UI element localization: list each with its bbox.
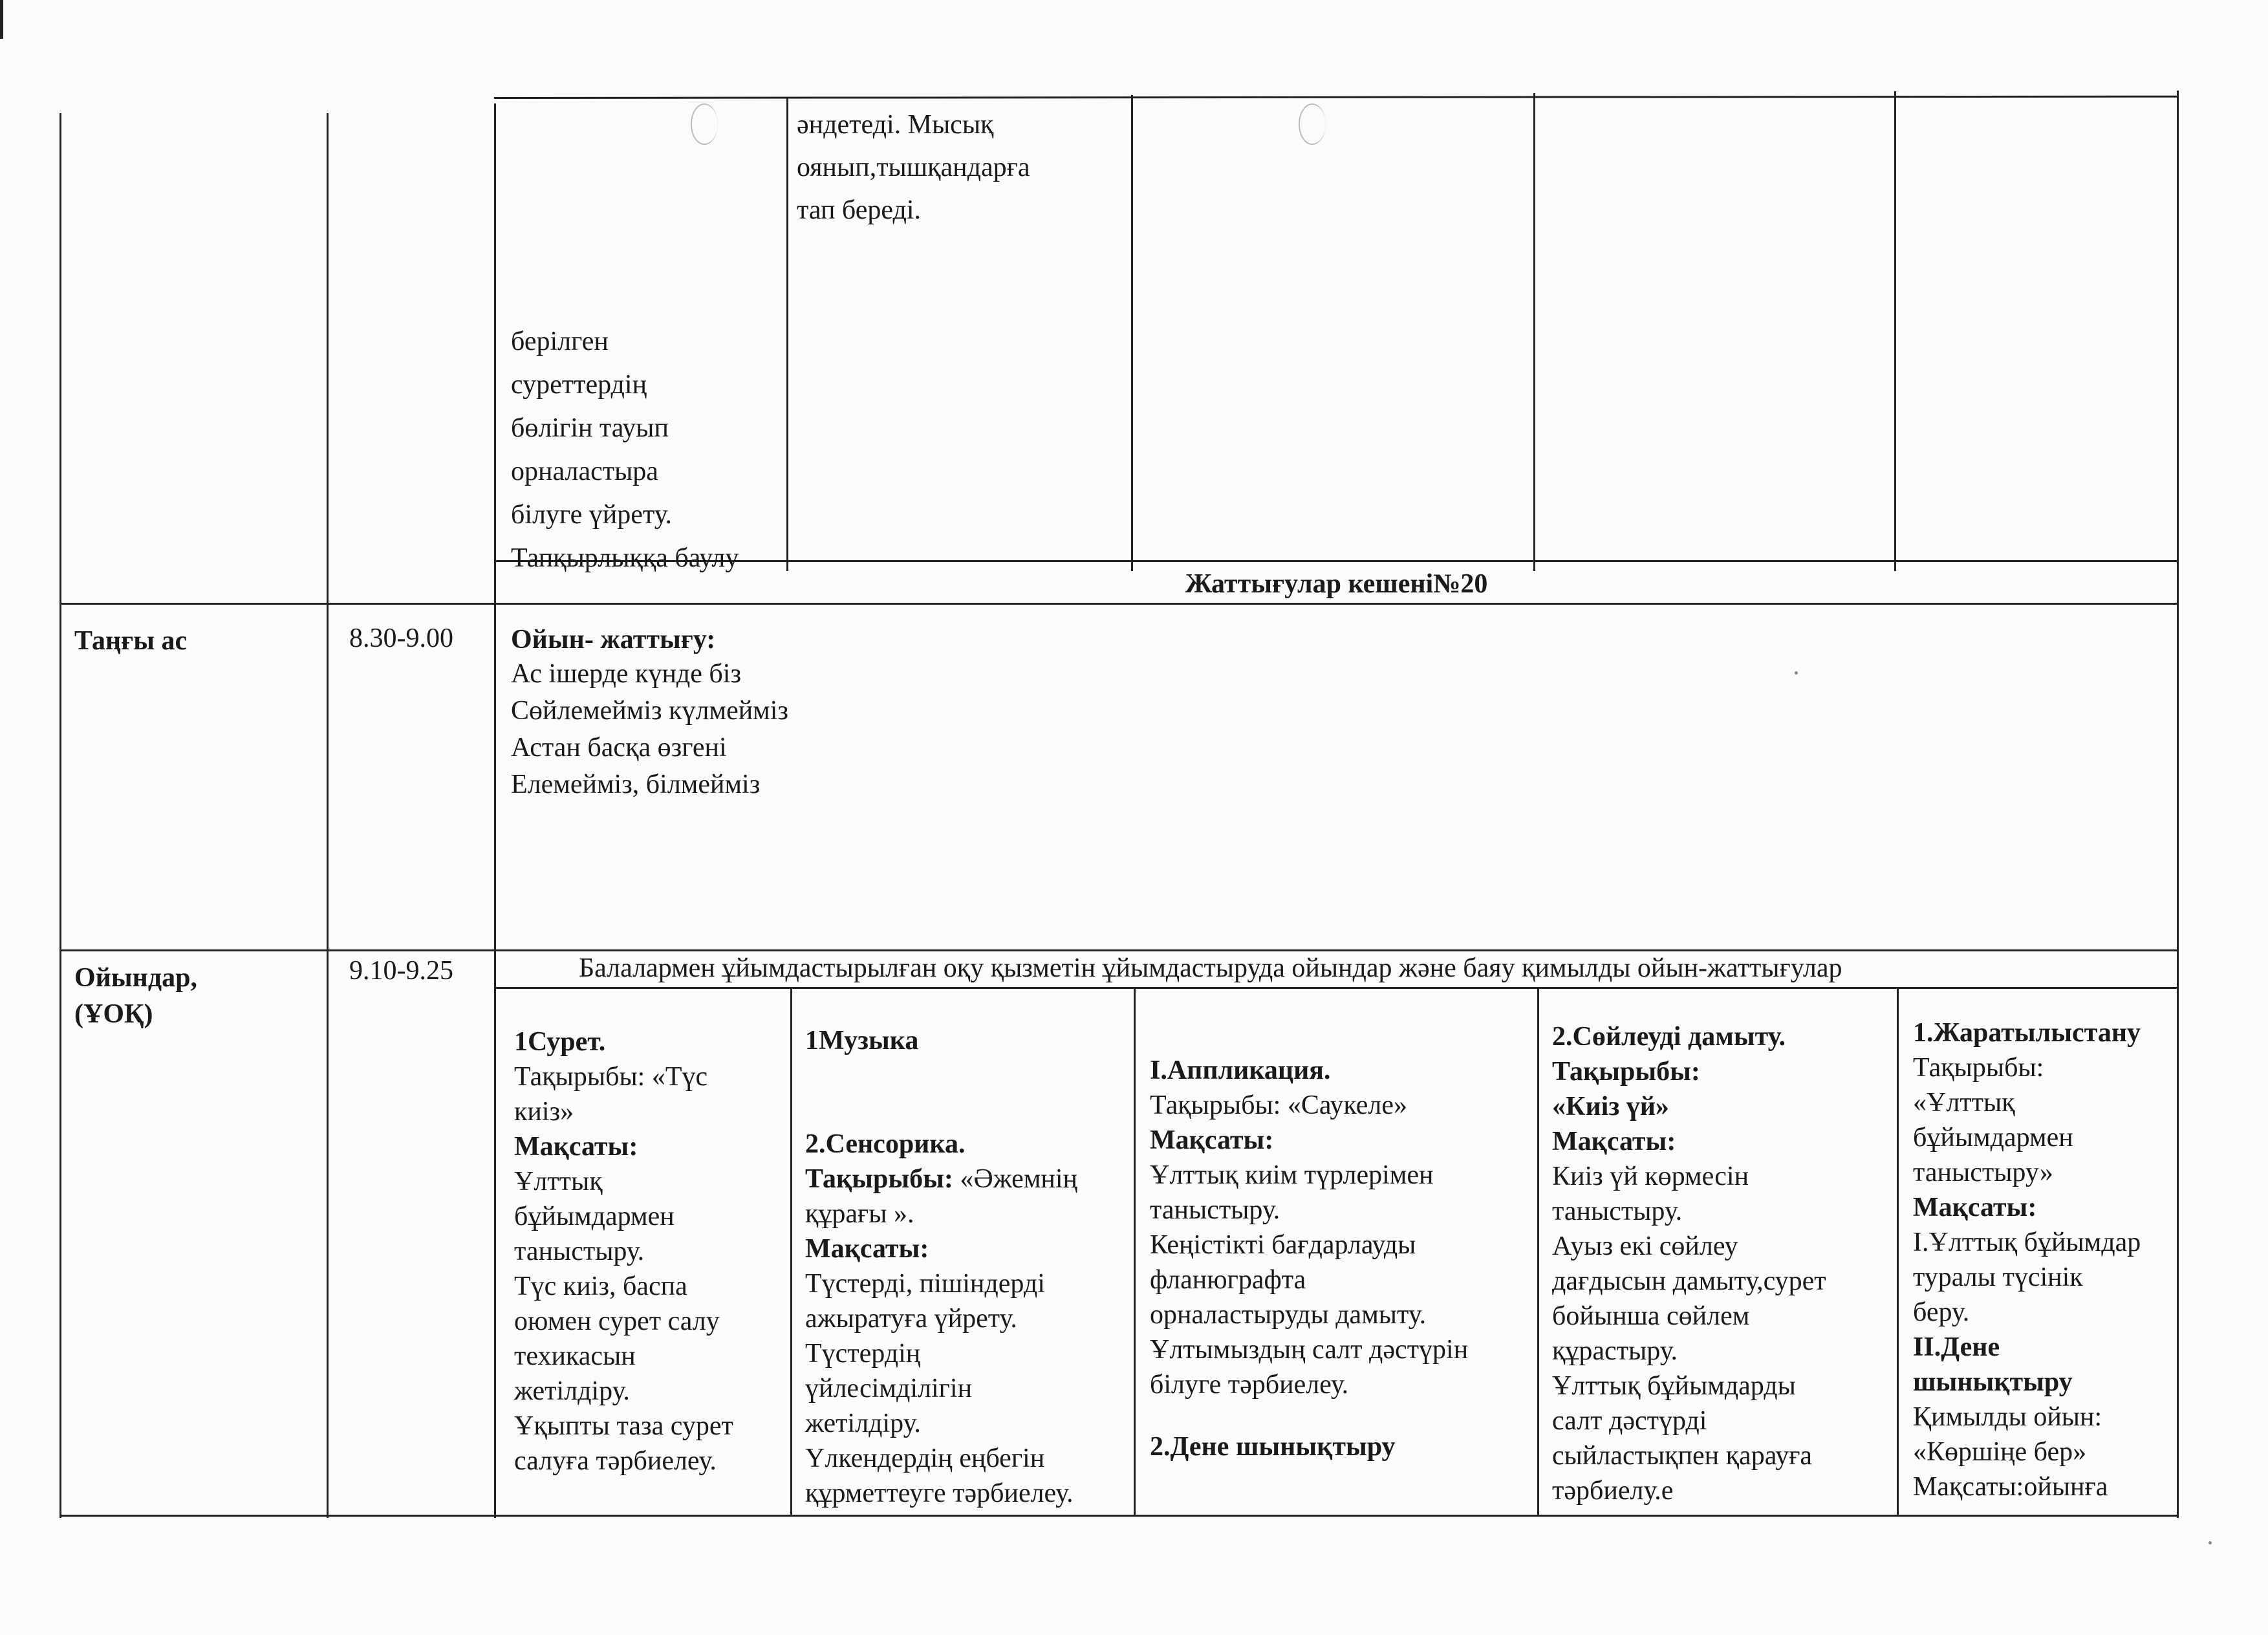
row-time-breakfast: 8.30-9.00: [349, 623, 453, 653]
day-2-subheading: 2.Сенсорика.: [805, 1129, 966, 1159]
day-4-topic-value: «Киіз үй»: [1552, 1092, 1669, 1121]
day-5-heading: 1.Жаратылыстану: [1913, 1018, 2141, 1048]
day-3-goal-text: Ұлттық киім түрлерімен таныстыру. Кеңістікті бағдарлауды фланюграфта орналастыруды дамыту. Ұлтымыздың салт дәстүрін білуге тәрбиелеу.: [1150, 1160, 1469, 1400]
day-5-goal-label: Мақсаты:: [1913, 1193, 2037, 1222]
day-2-goal-text: Түстерді, пішіндерді ажыратуға үйрету. Түстердің үйлесімділігін жетілдіру. Үлкендердің еңбегін құрметтеуге тәрбиелеу.: [805, 1269, 1074, 1508]
day-1-goal-label: Мақсаты:: [514, 1132, 638, 1162]
day-4-goal-label: Мақсаты:: [1552, 1127, 1676, 1156]
day-1-goal-text: Ұлттық бұйымдармен таныстыру. Түс киіз, баспа оюмен сурет салу техикасын жетілдіру. Ұқыпты таза сурет салуға тәрбиелеу.: [514, 1167, 733, 1476]
day-5-subheading: II.Дене шынықтыру: [1913, 1332, 2073, 1397]
row-time-games: 9.10-9.25: [349, 956, 453, 986]
day-2-heading: 1Музыка: [805, 1026, 919, 1056]
grid-line: [786, 97, 788, 571]
day-2-topic: [805, 1162, 1129, 1231]
grid-line: [1894, 91, 1896, 571]
scan-speck: [2209, 1541, 2212, 1544]
grid-line: [59, 1515, 2179, 1517]
grid-line: [1533, 93, 1535, 571]
scan-edge-mark: [0, 0, 3, 39]
day-5-goal-text: I.Ұлттық бұйымдар туралы түсінік беру.: [1913, 1228, 2141, 1327]
grid-line: [1537, 987, 1539, 1515]
day-1-heading: 1Сурет.: [514, 1027, 606, 1057]
grid-line: [790, 987, 792, 1515]
day-3-goal-label: Мақсаты:: [1150, 1125, 1274, 1155]
grid-line: [59, 603, 2179, 605]
hole-punch-mark: [1299, 103, 1326, 145]
day-5-game-text: Қимылды ойын: «Көршіңе бер» Мақсаты:ойынға: [1913, 1402, 2108, 1502]
exercise-complex-title: Жаттығулар кешені№20: [1185, 569, 1488, 599]
day-3-subheading: 2.Дене шынықтыру: [1150, 1432, 1396, 1462]
day-1-topic: Тақырыбы: «Түс киіз»: [514, 1062, 708, 1127]
day-2-topic-value: «Әжемнің құрағы ».: [805, 1164, 1078, 1229]
breakfast-title: Ойын- жаттығу:: [511, 625, 716, 655]
day-5-topic: Тақырыбы: «Ұлттық бұйымдармен таныстыру»: [1913, 1053, 2073, 1187]
upper-cell-text: әндетеді. Мысық оянып,тышқандарға тап береді.: [797, 110, 1030, 225]
day-4-topic-label: Тақырыбы:: [1552, 1057, 1700, 1087]
day-3-topic: Тақырыбы: «Саукеле»: [1150, 1090, 1407, 1120]
day-2-topic-label: Тақырыбы:: [805, 1164, 953, 1194]
grid-line: [2177, 91, 2179, 1518]
grid-line: [1134, 987, 1136, 1515]
row-label-breakfast: Таңғы ас: [74, 626, 188, 656]
day-4-goal-text: Киіз үй көрмесін таныстыру. Ауыз екі сөйлеу дағдысын дамыту,сурет бойынша сөйлем құрастыру. Ұлттық бұйымдарды салт дәстүрді сыйластықпен қарауға тәрбиелу.е: [1552, 1162, 1826, 1506]
grid-line: [1897, 987, 1899, 1515]
hole-punch-mark: [691, 103, 718, 145]
day-2-goal-label: Мақсаты:: [805, 1234, 929, 1264]
upper-cell-text: берілген суреттердің бөлігін тауып орналастыра білуге үйрету. Тапқырлыққа баулу: [511, 327, 739, 573]
day-4-heading: 2.Сөйлеуді дамыту.: [1552, 1022, 1786, 1052]
grid-line: [494, 987, 2179, 989]
grid-line: [494, 96, 2179, 99]
grid-line: [327, 113, 329, 1518]
row-label-games: Ойындар, (ҰОҚ): [74, 963, 197, 1029]
grid-line: [1131, 95, 1133, 571]
games-header: Балалармен ұйымдастырылған оқу қызметін ұйымдастыруда ойындар және баяу қимылды ойын-жаттығулар: [579, 953, 1842, 983]
breakfast-poem: Ас ішерде күнде біз Сөйлемейміз күлмейміз Астан басқа өзгені Елемейміз, білмейміз: [511, 659, 789, 799]
grid-line: [59, 113, 61, 1518]
grid-line: [494, 103, 496, 1518]
day-3-heading: I.Аппликация.: [1150, 1056, 1331, 1085]
